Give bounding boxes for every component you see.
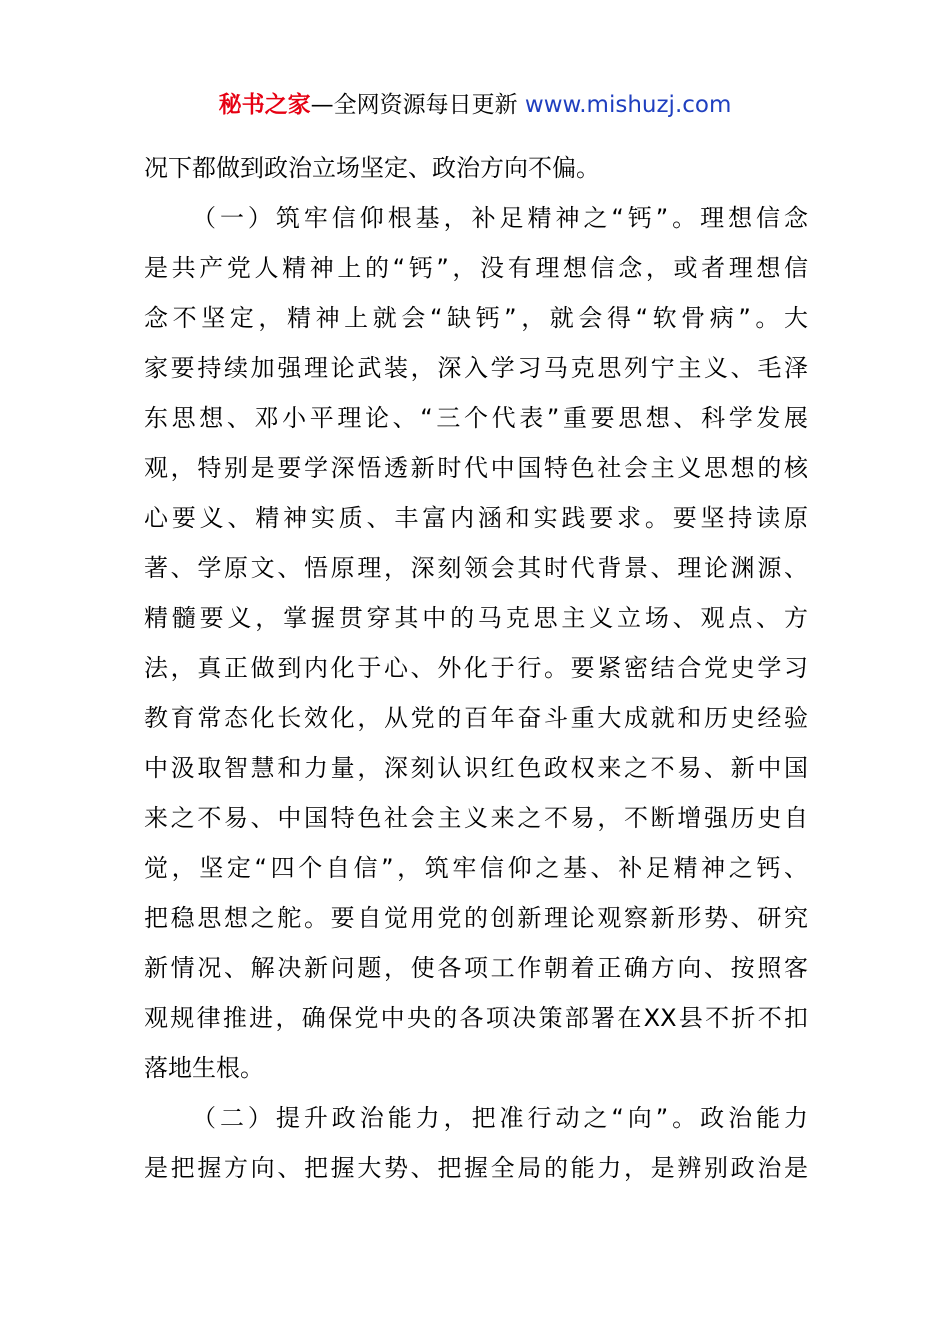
section-heading-line: （二）提升政治能力，把准行动之“向”。政治能力 xyxy=(192,1104,808,1132)
text-line: 观规律推进，确保党中央的各项决策部署在XX县不折不扣 xyxy=(144,1004,808,1032)
text-line: 家要持续加强理论武装，深入学习马克思列宁主义、毛泽 xyxy=(144,354,808,382)
text-line: 新情况、解决新问题，使各项工作朝着正确方向、按照客 xyxy=(144,954,808,982)
text-line: 教育常态化长效化，从党的百年奋斗重大成就和历史经验 xyxy=(144,704,808,732)
text-line: 觉，坚定“四个自信”，筑牢信仰之基、补足精神之钙、 xyxy=(144,854,808,882)
text-line: 法，真正做到内化于心、外化于行。要紧密结合党史学习 xyxy=(144,654,808,682)
site-url-link[interactable]: www.mishuzj.com xyxy=(524,92,732,118)
text-line: 把稳思想之舵。要自觉用党的创新理论观察新形势、研究 xyxy=(144,904,808,932)
text-line: 精髓要义，掌握贯穿其中的马克思主义立场、观点、方 xyxy=(144,604,808,632)
text-line: 况下都做到政治立场坚定、政治方向不偏。 xyxy=(144,154,600,182)
header-tagline: 全网资源每日更新 xyxy=(333,92,518,118)
text-line: 著、学原文、悟原理，深刻领会其时代背景、理论渊源、 xyxy=(144,554,808,582)
text-line: 来之不易、中国特色社会主义来之不易，不断增强历史自 xyxy=(144,804,808,832)
text-line: 是共产党人精神上的“钙”，没有理想信念，或者理想信 xyxy=(144,254,808,282)
site-header xyxy=(0,88,950,122)
text-line: 心要义、精神实质、丰富内涵和实践要求。要坚持读原 xyxy=(144,504,808,532)
text-line: 是把握方向、把握大势、把握全局的能力，是辨别政治是 xyxy=(144,1154,808,1182)
text-line: 东思想、邓小平理论、“三个代表”重要思想、科学发展 xyxy=(144,404,808,432)
header-separator: — xyxy=(310,92,334,118)
document-body xyxy=(144,143,808,1193)
text-line: 观，特别是要学深悟透新时代中国特色社会主义思想的核 xyxy=(144,454,808,482)
text-line: 念不坚定，精神上就会“缺钙”，就会得“软骨病”。大 xyxy=(144,304,808,332)
section-heading-line: （一）筑牢信仰根基，补足精神之“钙”。理想信念 xyxy=(192,204,808,232)
brand-name: 秘书之家 xyxy=(218,92,311,118)
text-line: 中汲取智慧和力量，深刻认识红色政权来之不易、新中国 xyxy=(144,754,808,782)
text-line: 落地生根。 xyxy=(144,1054,264,1082)
